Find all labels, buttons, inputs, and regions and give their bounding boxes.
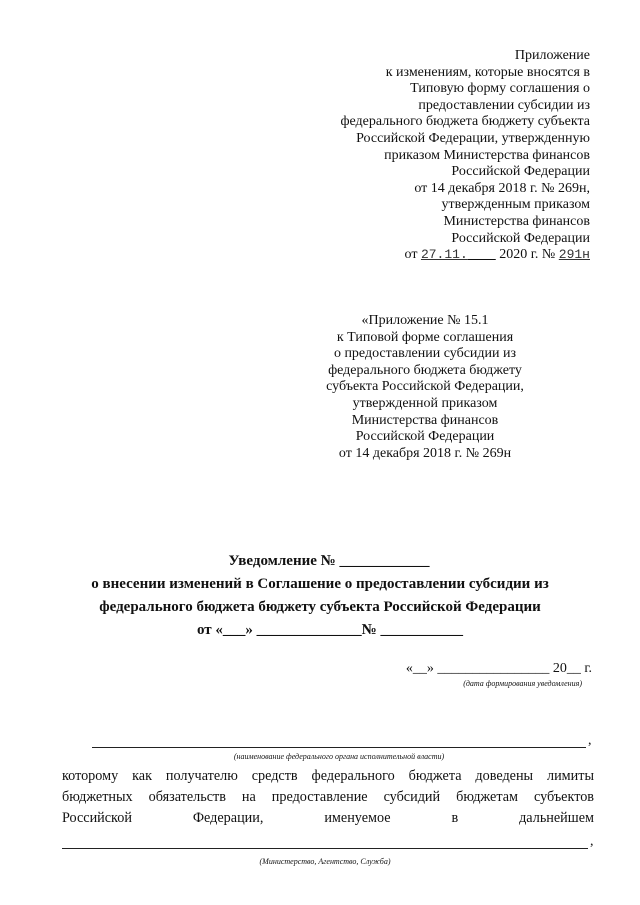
appendix-line: от 14 декабря 2018 г. № 269н	[338, 445, 512, 461]
appendix-line: к Типовой форме соглашения	[336, 329, 514, 345]
annex-line: федерального бюджета бюджету субъекта	[340, 114, 590, 130]
annex-line: от 14 декабря 2018 г. № 269н,	[414, 180, 590, 196]
body-line: бюджетных обязательств на предоставление субсидий бюджетам субъектов	[62, 789, 594, 805]
body-line: которому как получателю средств федерального бюджета доведены лимиты	[62, 768, 594, 784]
ministry-caption: (Министерство, Агентство, Служба)	[259, 857, 391, 866]
formation-date-caption: (дата формирования уведомления)	[463, 679, 582, 688]
body-paragraph	[62, 766, 594, 829]
annex-line: Российской Федерации	[451, 164, 590, 180]
appendix-line: Министерства финансов	[351, 412, 499, 428]
appendix-header	[290, 313, 560, 462]
authority-comma: ,	[588, 733, 592, 748]
annex-line: утвержденным приказом	[441, 197, 590, 213]
annex-header	[290, 48, 590, 264]
appendix-line: о предоставлении субсидии из	[333, 346, 517, 362]
annex-date-blank	[468, 247, 496, 262]
authority-name-line	[92, 747, 586, 748]
annex-line: предоставлении субсидии из	[418, 97, 590, 113]
body-word: Федерации,	[192, 810, 264, 826]
notice-number-line: Уведомление № ____________	[228, 553, 430, 569]
annex-date-line	[290, 247, 590, 264]
ministry-comma: ,	[590, 834, 594, 849]
body-word: в	[451, 810, 459, 826]
annex-date-prefix: от	[404, 247, 418, 263]
appendix-line: утвержденной приказом	[352, 395, 498, 411]
body-line-spaced	[62, 808, 594, 829]
formation-date: «__» ________________ 20__ г.	[405, 661, 592, 676]
annex-line: Типовую форму соглашения о	[410, 81, 590, 97]
annex-line: приказом Министерства финансов	[384, 147, 590, 163]
annex-line: Российской Федерации	[451, 230, 590, 246]
body-word: Российской	[62, 810, 132, 826]
annex-line: Российской Федерации, утвержденную	[356, 130, 590, 146]
notice-title	[0, 550, 640, 642]
annex-date-suffix: 2020 г. №	[499, 247, 556, 263]
annex-line: Министерства финансов	[443, 213, 590, 229]
appendix-line: федерального бюджета бюджету	[328, 362, 522, 378]
authority-caption: (наименование федерального органа исполнительной власти)	[233, 752, 445, 761]
body-word: именуемое	[324, 810, 391, 826]
annex-line: к изменениям, которые вносятся в	[385, 64, 590, 80]
appendix-line: Российской Федерации	[355, 429, 495, 445]
body-word: дальнейшем	[519, 810, 594, 826]
notice-subject-line: федерального бюджета бюджету субъекта Российской Федерации	[99, 599, 541, 615]
annex-number-handwritten: 291н	[558, 247, 590, 263]
notice-agreement-date-line: от «___» ______________№ ___________	[197, 622, 463, 638]
appendix-line: «Приложение № 15.1	[361, 313, 489, 328]
annex-line: Приложение	[514, 48, 590, 63]
annex-date-handwritten: 27.11.	[420, 247, 468, 263]
appendix-line: субъекта Российской Федерации,	[326, 379, 524, 395]
notice-subject-line: о внесении изменений в Соглашение о предоставлении субсидии из	[91, 576, 549, 592]
ministry-name-line	[62, 848, 588, 849]
